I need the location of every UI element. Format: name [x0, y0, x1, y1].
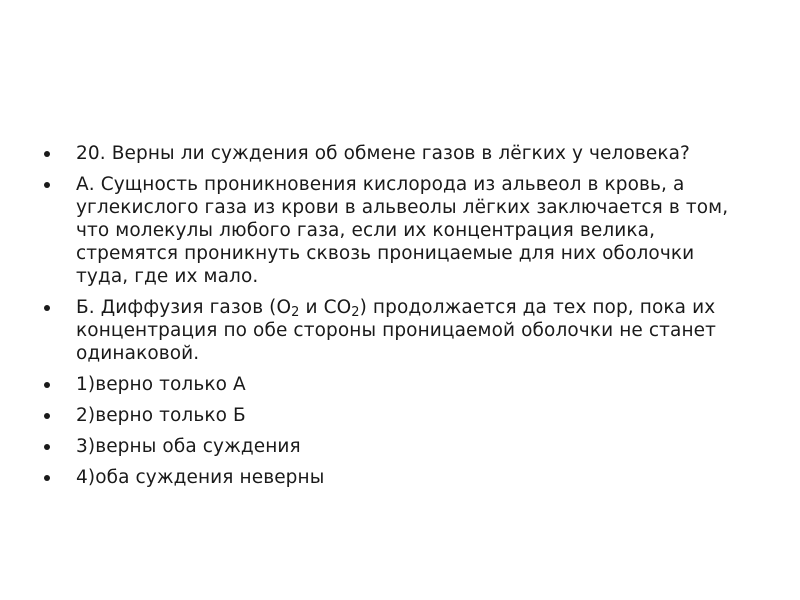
question-text: 20. Верны ли суждения об обмене газов в лёгких у человека? — [76, 143, 690, 164]
statement-b-part3: ) продолжается да тех пор, пока их концентрация по обе стороны проницаемой оболочки не станет одинаковой. — [76, 297, 716, 364]
option-text-2: 2)верно только Б — [76, 405, 246, 426]
statement-a-text: А. Сущность проникновения кислорода из альвеол в кровь, а углекислого газа из крови в альвеолы лёгких заключается в том, что молекулы любого газа, если их концентрация велика, стремятся проникнуть сквозь проницаемые для них оболочки туда, где их мало. — [76, 174, 729, 287]
bullet-icon — [44, 475, 50, 481]
bullet-icon — [44, 444, 50, 450]
option-item-4 — [44, 466, 744, 489]
statement-b-part2: и CO — [299, 297, 352, 318]
statement-a-item — [44, 173, 744, 288]
bullet-icon — [44, 305, 50, 311]
question-item — [44, 142, 744, 165]
bullet-icon — [44, 151, 50, 157]
statement-b-sub2: 2 — [351, 305, 360, 321]
option-item-1 — [44, 373, 744, 396]
bullet-icon — [44, 182, 50, 188]
option-text-3: 3)верны оба суждения — [76, 436, 301, 457]
option-text-1: 1)верно только А — [76, 374, 246, 395]
statement-b-sub1: 2 — [291, 305, 300, 321]
option-item-2 — [44, 404, 744, 427]
statement-b-item — [44, 296, 744, 365]
bullet-list — [44, 142, 744, 497]
statement-b-text — [76, 297, 716, 364]
option-text-4: 4)оба суждения неверны — [76, 467, 325, 488]
statement-b-part1: Б. Диффузия газов (O — [76, 297, 292, 318]
option-item-3 — [44, 435, 744, 458]
bullet-icon — [44, 382, 50, 388]
bullet-icon — [44, 413, 50, 419]
